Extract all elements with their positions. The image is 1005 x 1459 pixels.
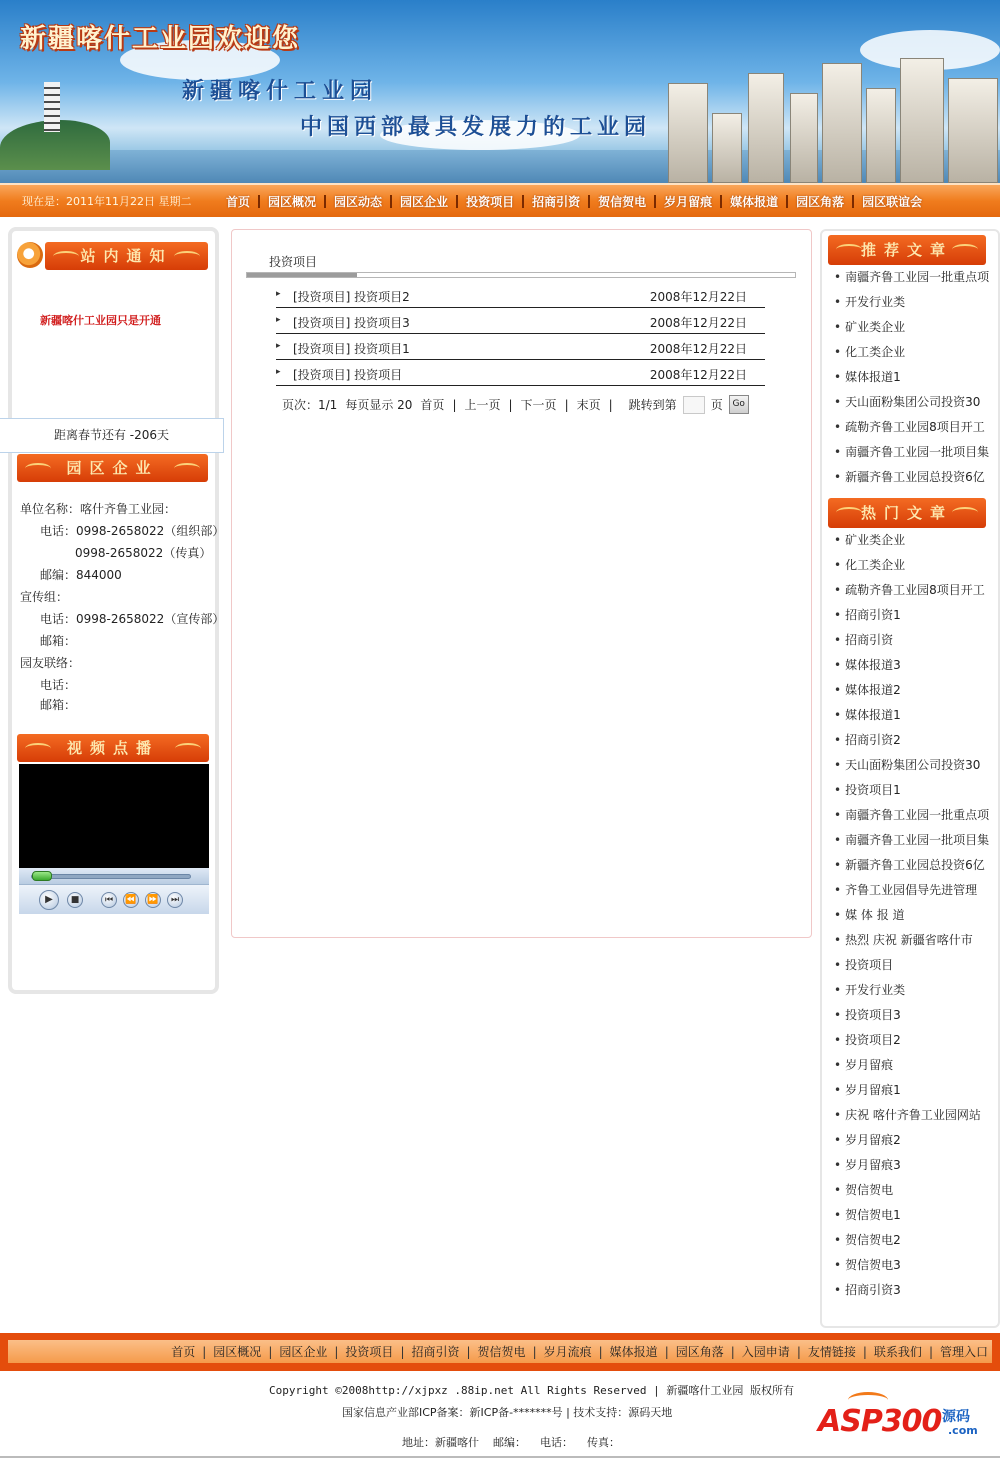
- nav-item[interactable]: 园区动态: [334, 194, 383, 209]
- company-phone: 电话：0998-2658022（组织部）: [40, 524, 225, 538]
- skip-forward-icon[interactable]: ⏭: [167, 892, 183, 908]
- article-link[interactable]: • 贺信贺电2: [834, 1228, 992, 1253]
- article-link[interactable]: • 贺信贺电1: [834, 1203, 992, 1228]
- footer-nav-item[interactable]: 媒体报道: [609, 1345, 658, 1359]
- article-link[interactable]: • 投资项目3: [834, 1003, 992, 1028]
- banner-subtitle: 新疆喀什工业园: [182, 78, 379, 104]
- festival-countdown: 距离春节还有 -206天: [0, 418, 224, 453]
- article-link[interactable]: • 矿业类企业: [834, 528, 992, 553]
- page-indicator: 页次：1/1: [282, 398, 338, 412]
- footer-nav-separator: |: [466, 1344, 471, 1359]
- article-link[interactable]: • 媒体报道2: [834, 678, 992, 703]
- current-date: 现在是：2011年11月22日 星期二: [22, 195, 192, 208]
- stop-icon[interactable]: ■: [67, 892, 83, 908]
- article-link[interactable]: • 南疆齐鲁工业园一批重点项: [834, 803, 992, 828]
- video-player[interactable]: [19, 764, 209, 914]
- article-date: 2008年12月22日: [649, 342, 747, 356]
- bottom-rule: [0, 1456, 1000, 1458]
- recommend-list: [834, 265, 992, 490]
- nav-item[interactable]: 园区角落: [796, 194, 845, 209]
- nav-item[interactable]: 投资项目: [466, 194, 515, 209]
- article-link[interactable]: • 岁月留痕: [834, 1053, 992, 1078]
- page-unit-label: 页: [710, 398, 723, 412]
- article-link[interactable]: • 贺信贺电: [834, 1178, 992, 1203]
- notice-icon: [17, 242, 43, 268]
- footer-nav-item[interactable]: 贺信贺电: [477, 1345, 526, 1359]
- footer-nav-separator: |: [796, 1344, 801, 1359]
- nav-item[interactable]: 贺信贺电: [598, 194, 647, 209]
- footer-nav-separator: |: [334, 1344, 339, 1359]
- title-tab-bar: [246, 272, 796, 278]
- title-tab-active: [247, 273, 357, 277]
- arrow-icon: ▸: [276, 315, 281, 325]
- company-fax: 0998-2658022（传真）: [75, 546, 212, 560]
- building: [948, 78, 998, 183]
- hot-heading: 热门文章: [828, 498, 986, 528]
- footer-nav-separator: |: [598, 1344, 603, 1359]
- seek-thumb[interactable]: [32, 871, 52, 881]
- alumni-phone: 电话：: [40, 678, 77, 692]
- footer-nav-item[interactable]: 投资项目: [345, 1345, 394, 1359]
- article-link[interactable]: • 招商引资3: [834, 1278, 992, 1303]
- arrow-icon: ▸: [276, 341, 281, 351]
- header-banner: [0, 0, 1000, 183]
- video-seekbar[interactable]: [19, 868, 209, 884]
- footer-nav-separator: |: [268, 1344, 273, 1359]
- first-page-link[interactable]: 首页: [420, 398, 445, 412]
- article-link[interactable]: • 媒体报道3: [834, 653, 992, 678]
- banner-slogan: 中国西部最具发展力的工业园: [300, 114, 652, 140]
- company-heading: 园区企业: [17, 454, 208, 482]
- logo-com: .com: [948, 1424, 978, 1437]
- company-postcode: 邮编：844000: [40, 568, 122, 582]
- article-link[interactable]: • 投资项目: [834, 953, 992, 978]
- nav-item[interactable]: 园区联谊会: [862, 194, 923, 209]
- play-icon[interactable]: ▶: [39, 890, 59, 910]
- article-link[interactable]: • 岁月留痕1: [834, 1078, 992, 1103]
- pager-sep: |: [452, 397, 457, 412]
- nav-item[interactable]: 首页: [226, 194, 251, 209]
- last-page-link[interactable]: 末页: [576, 398, 601, 412]
- building: [712, 113, 742, 183]
- seek-track[interactable]: [31, 874, 191, 879]
- article-link[interactable]: [投资项目] 投资项目3: [293, 316, 410, 330]
- article-link[interactable]: • 疏勒齐鲁工业园8项目开工: [834, 578, 992, 603]
- publicity-phone: 电话：0998-2658022（宣传部）: [40, 612, 225, 626]
- pagoda: [44, 82, 60, 132]
- player-controls: [19, 884, 209, 914]
- article-link[interactable]: • 热烈 庆祝 新疆省喀什市: [834, 928, 992, 953]
- video-heading: 视频点播: [17, 734, 209, 762]
- footer-nav-items: [8, 1340, 992, 1363]
- building: [822, 63, 862, 183]
- footer-nav-item[interactable]: 岁月流痕: [543, 1345, 592, 1359]
- article-date: 2008年12月22日: [649, 290, 747, 304]
- article-link[interactable]: • 媒 体 报 道: [834, 903, 992, 928]
- building: [900, 58, 944, 183]
- article-link[interactable]: • 开发行业类: [834, 978, 992, 1003]
- footer-nav-item[interactable]: 友情链接: [807, 1345, 856, 1359]
- article-link[interactable]: • 天山面粉集团公司投资30: [834, 390, 992, 415]
- site-title: 新疆喀什工业园欢迎您: [20, 24, 301, 54]
- list-item[interactable]: [276, 360, 765, 386]
- article-link[interactable]: • 贺信贺电3: [834, 1253, 992, 1278]
- article-link[interactable]: • 天山面粉集团公司投资30: [834, 753, 992, 778]
- article-link[interactable]: • 媒体报道1: [834, 365, 992, 390]
- footer-nav-separator: |: [202, 1344, 207, 1359]
- publicity-group: 宣传组：: [20, 590, 69, 604]
- footer-nav-item[interactable]: 联系我们: [873, 1345, 922, 1359]
- article-link[interactable]: • 南疆齐鲁工业园一批项目集: [834, 828, 992, 853]
- article-link[interactable]: • 岁月留痕3: [834, 1153, 992, 1178]
- footer-nav-item[interactable]: 招商引资: [411, 1345, 460, 1359]
- building: [866, 88, 896, 183]
- article-link[interactable]: • 媒体报道1: [834, 703, 992, 728]
- article-link[interactable]: • 化工类企业: [834, 340, 992, 365]
- article-link[interactable]: [投资项目] 投资项目2: [293, 290, 410, 304]
- footer-nav-separator: |: [532, 1344, 537, 1359]
- article-link[interactable]: • 招商引资: [834, 628, 992, 653]
- building: [668, 83, 708, 183]
- article-link[interactable]: • 庆祝 喀什齐鲁工业园网站: [834, 1103, 992, 1128]
- article-link[interactable]: • 南疆齐鲁工业园一批重点项: [834, 265, 992, 290]
- footer-nav-separator: |: [928, 1344, 933, 1359]
- arrow-icon: ▸: [276, 289, 281, 299]
- go-button[interactable]: Go: [729, 395, 749, 414]
- article-link[interactable]: • 疏勒齐鲁工业园8项目开工: [834, 415, 992, 440]
- asp300-logo: [818, 1392, 986, 1444]
- per-page-indicator: 每页显示 20: [345, 398, 413, 412]
- article-link[interactable]: • 投资项目1: [834, 778, 992, 803]
- nav-item[interactable]: 招商引资: [532, 194, 581, 209]
- recommend-heading: 推荐文章: [828, 235, 986, 265]
- footer-nav-item[interactable]: 入园申请: [741, 1345, 790, 1359]
- nav-item[interactable]: 岁月留痕: [664, 194, 713, 209]
- pager-sep: |: [564, 397, 569, 412]
- article-date: 2008年12月22日: [649, 316, 747, 330]
- footer-nav-item[interactable]: 园区概况: [213, 1345, 262, 1359]
- footer-nav-item[interactable]: 园区角落: [675, 1345, 724, 1359]
- list-item[interactable]: [276, 282, 765, 308]
- publicity-email: 邮箱：: [40, 634, 77, 648]
- page-title: 投资项目: [269, 255, 318, 269]
- list-item[interactable]: [276, 308, 765, 334]
- company-name: 单位名称：喀什齐鲁工业园：: [20, 502, 177, 516]
- pagination: [282, 395, 749, 414]
- footer-nav-separator: |: [730, 1344, 735, 1359]
- building: [748, 73, 784, 183]
- pager-sep: |: [508, 397, 513, 412]
- list-item[interactable]: [276, 334, 765, 360]
- article-link[interactable]: • 招商引资2: [834, 728, 992, 753]
- logo-cn: 源码: [942, 1409, 970, 1425]
- article-link[interactable]: • 开发行业类: [834, 290, 992, 315]
- footer-nav-separator: |: [664, 1344, 669, 1359]
- notice-heading: 站内通知: [45, 242, 208, 270]
- icp-record: 国家信息产业部ICP备案：新ICP备-*******号 | 技术支持：源码天地: [342, 1406, 673, 1419]
- arrow-icon: ▸: [276, 367, 281, 377]
- nav-item[interactable]: 园区企业: [400, 194, 449, 209]
- copyright: Copyright ©2008http://xjpxz .88ip.net All Rights Reserved | 新疆喀什工业园 版权所有: [269, 1384, 794, 1397]
- footer-nav-item[interactable]: 园区企业: [279, 1345, 328, 1359]
- hot-list: [834, 528, 992, 1303]
- prev-page-link[interactable]: 上一页: [464, 398, 501, 412]
- article-link[interactable]: [投资项目] 投资项目1: [293, 342, 410, 356]
- article-link[interactable]: • 化工类企业: [834, 553, 992, 578]
- top-nav: [0, 183, 1000, 217]
- article-link[interactable]: • 齐鲁工业园倡导先进管理: [834, 878, 992, 903]
- pager-sep: |: [608, 397, 613, 412]
- next-page-link[interactable]: 下一页: [520, 398, 557, 412]
- video-screen[interactable]: [19, 764, 209, 868]
- notice-marquee[interactable]: 新疆喀什工业园只是开通: [40, 314, 161, 327]
- footer-nav-item[interactable]: 首页: [171, 1345, 196, 1359]
- nav-item[interactable]: 园区概况: [268, 194, 317, 209]
- alumni-contact: 园友联络：: [20, 656, 81, 670]
- nav-item[interactable]: 媒体报道: [730, 194, 779, 209]
- top-nav-items: [218, 193, 930, 210]
- footer-nav-separator: |: [862, 1344, 867, 1359]
- article-link[interactable]: • 矿业类企业: [834, 315, 992, 340]
- article-link[interactable]: [投资项目] 投资项目: [293, 368, 403, 382]
- article-link[interactable]: • 新疆齐鲁工业园总投资6亿: [834, 853, 992, 878]
- article-link[interactable]: • 招商引资1: [834, 603, 992, 628]
- article-link[interactable]: • 投资项目2: [834, 1028, 992, 1053]
- building: [790, 93, 818, 183]
- footer-nav-separator: |: [400, 1344, 405, 1359]
- footer-nav-item[interactable]: 管理入口: [939, 1345, 988, 1359]
- article-link[interactable]: • 新疆齐鲁工业园总投资6亿: [834, 465, 992, 490]
- rewind-icon[interactable]: ⏪: [123, 892, 139, 908]
- skip-back-icon[interactable]: ⏮: [101, 892, 117, 908]
- contact-address: 地址：新疆喀什 邮编： 电话： 传真：: [402, 1436, 620, 1449]
- jump-label: 跳转到第: [628, 398, 677, 412]
- jump-page-input[interactable]: [683, 396, 705, 414]
- logo-text: ASP300: [818, 1404, 942, 1439]
- fast-forward-icon[interactable]: ⏩: [145, 892, 161, 908]
- article-link[interactable]: • 南疆齐鲁工业园一批项目集: [834, 440, 992, 465]
- footer-nav: [0, 1333, 1000, 1371]
- alumni-email: 邮箱：: [40, 698, 77, 712]
- article-link[interactable]: • 岁月留痕2: [834, 1128, 992, 1153]
- article-date: 2008年12月22日: [649, 368, 747, 382]
